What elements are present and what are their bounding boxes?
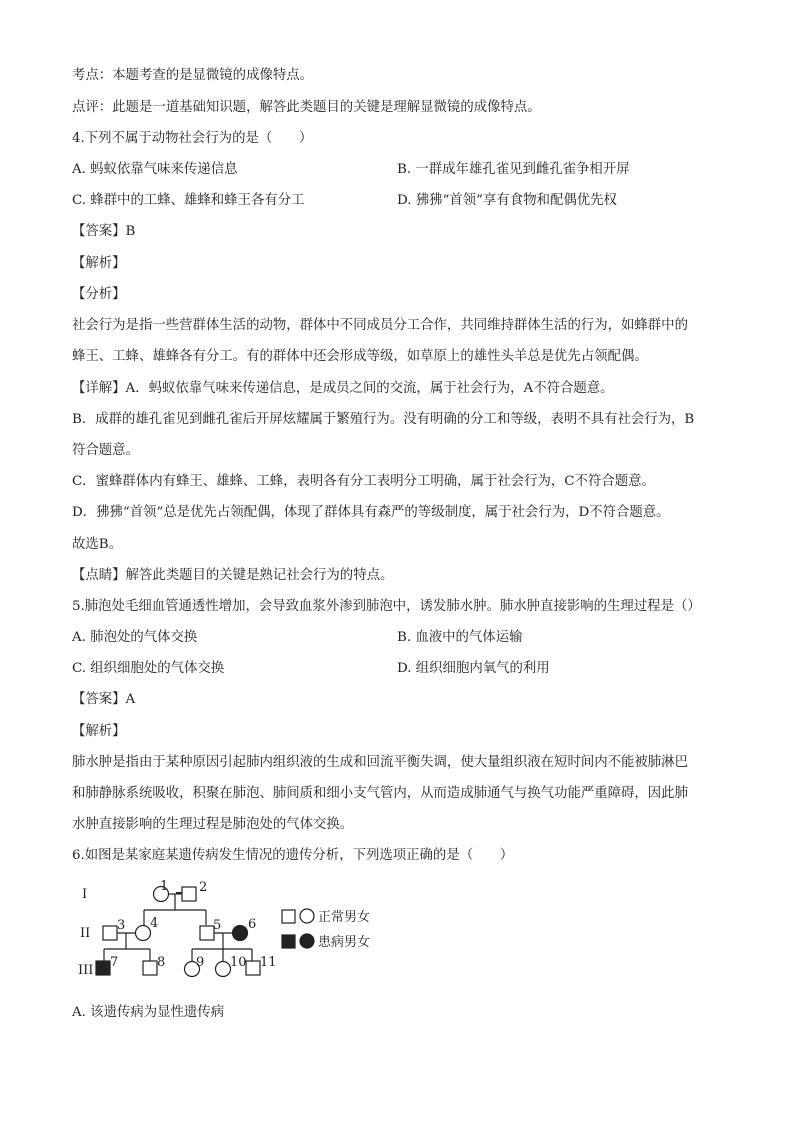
q5-option-d: D. 组织细胞内氧气的利用 — [397, 661, 550, 676]
label-2: 2 — [199, 880, 208, 895]
individual-10 — [216, 962, 231, 977]
q4-paragraph-8: 故选B。 — [72, 537, 123, 552]
q4-option-a: A. 蚂蚁依靠气味来传递信息 — [72, 162, 238, 177]
q4-paragraph-1: 社会行为是指一些营群体生活的动物，群体中不同成员分工合作，共同维持群体生活的行为，如蜂群中的 — [72, 318, 688, 333]
legend-normal-label: 正常男女 — [318, 910, 371, 925]
q4-paragraph-7: D．狒狒“首领”总是优先占领配偶，体现了群体具有森严的等级制度，属于社会行为，D不符合题意。 — [72, 505, 670, 520]
q4-paragraph-4: B．成群的雄孔雀见到雌孔雀后开屏炫耀属于繁殖行为。没有明确的分工和等级，表明不具有社会行为，B — [72, 412, 695, 427]
q5-option-b: B. 血液中的气体运输 — [397, 630, 523, 645]
label-11: 11 — [260, 955, 277, 970]
label-6: 6 — [248, 917, 257, 932]
legend-normal-male-icon — [282, 910, 295, 923]
label-7: 7 — [110, 955, 119, 970]
q5-option-a: A. 肺泡处的气体交换 — [72, 630, 198, 645]
individual-2 — [182, 887, 196, 901]
q4-paragraph-5: 符合题意。 — [72, 443, 139, 458]
q6-option-a: A. 该遗传病为显性遗传病 — [72, 1005, 225, 1020]
individual-6 — [233, 926, 248, 941]
q5-paragraph-1: 肺水肿是指由于某种原因引起肺内组织液的生成和回流平衡失调，使大量组织液在短时间内不能被肺淋巴 — [72, 755, 688, 770]
q5-jiexi-heading: 【解析】 — [72, 724, 126, 739]
generation-label-1: I — [82, 887, 88, 902]
q4-fenxi-heading: 【分析】 — [72, 287, 126, 302]
q5-paragraph-3: 水肿直接影响的生理过程是肺泡处的气体交换。 — [72, 817, 354, 832]
legend-affected-female-icon — [300, 934, 314, 948]
question-6: 6.如图是某家庭某遗传病发生情况的遗传分析，下列选项正确的是（ ） — [72, 848, 514, 863]
individual-11 — [246, 961, 260, 975]
label-8: 8 — [157, 955, 166, 970]
generation-label-3: III — [78, 963, 94, 978]
label-4: 4 — [150, 916, 159, 931]
kaodian-line: 考点：本题考查的是显微镜的成像特点。 — [72, 68, 314, 83]
legend-affected-male-icon — [282, 935, 295, 948]
q5-paragraph-2: 和肺静脉系统吸收，积聚在肺泡、肺间质和细小支气管内，从而造成肺通气与换气功能严重障碍，因此肺 — [72, 786, 688, 801]
label-10: 10 — [230, 955, 247, 970]
question-4: 4.下列不属于动物社会行为的是（ ） — [72, 131, 313, 146]
dianping-line: 点评：此题是一道基础知识题，解答此类题目的关键是理解显微镜的成像特点。 — [72, 100, 541, 115]
individual-7 — [96, 961, 110, 975]
legend-normal-female-icon — [300, 909, 314, 923]
q4-option-b: B. 一群成年雄孔雀见到雌孔雀争相开屏 — [397, 162, 630, 177]
q4-paragraph-6: C．蜜蜂群体内有蜂王、雄蜂、工蜂，表明各有分工表明分工明确，属于社会行为，C不符合题意。 — [72, 474, 655, 489]
question-5: 5.肺泡处毛细血管通透性增加，会导致血浆外渗到肺泡中，诱发肺水肿。肺水肿直接影响的生理过程是（） — [72, 599, 701, 614]
individual-4 — [136, 926, 151, 941]
label-9: 9 — [196, 955, 205, 970]
legend-affected-label: 患病男女 — [318, 935, 371, 950]
individual-5 — [200, 926, 214, 940]
q4-paragraph-9: 【点睛】解答此类题目的关键是熟记社会行为的特点。 — [72, 568, 394, 583]
q4-answer: 【答案】B — [72, 224, 136, 239]
q4-option-d: D. 狒狒“首领”享有食物和配偶优先权 — [397, 193, 617, 208]
generation-label-2: II — [80, 926, 91, 941]
individual-3 — [103, 926, 117, 940]
q5-answer: 【答案】A — [72, 692, 136, 707]
label-5: 5 — [213, 918, 222, 933]
label-3: 3 — [117, 918, 126, 933]
label-1: 1 — [160, 879, 169, 894]
q4-jiexi-heading: 【解析】 — [72, 256, 126, 271]
q5-option-c: C. 组织细胞处的气体交换 — [72, 661, 225, 676]
q4-paragraph-2: 蜂王、工蜂、雄蜂各有分工。有的群体中还会形成等级，如草原上的雄性头羊总是优先占领配偶。 — [72, 349, 648, 364]
q4-paragraph-3: 【详解】A．蚂蚁依靠气味来传递信息，是成员之间的交流，属于社会行为，A不符合题意。 — [72, 381, 614, 396]
individual-8 — [143, 961, 157, 975]
q4-option-c: C. 蜂群中的工蜂、雄蜂和蜂王各有分工 — [72, 193, 305, 208]
pedigree-diagram — [70, 878, 410, 988]
